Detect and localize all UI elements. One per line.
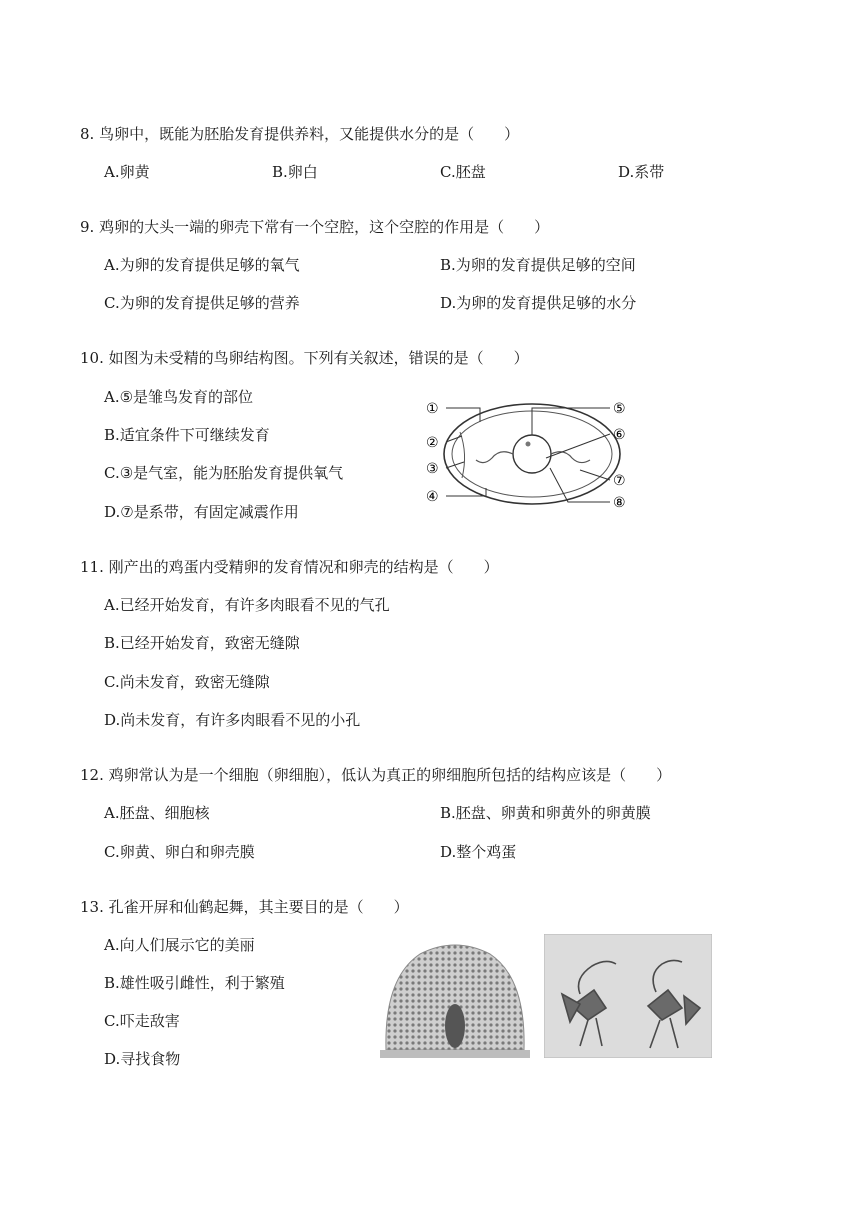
question-12-stem: 12. 鸡卵常认为是一个细胞（卵细胞），低认为真正的卵细胞所包括的结构应该是（ ） <box>80 766 672 784</box>
question-9-option-c: C.为卵的发育提供足够的营养 <box>104 294 300 312</box>
yolk <box>513 435 551 473</box>
egg-structure-diagram <box>420 392 640 516</box>
label-6: ⑥ <box>613 427 626 443</box>
question-10-option-a: A.⑤是雏鸟发育的部位 <box>104 388 254 406</box>
label-4: ④ <box>426 489 439 505</box>
question-12-option-c: C.卵黄、卵白和卵壳膜 <box>104 843 255 861</box>
question-9-option-b: B.为卵的发育提供足够的空间 <box>440 256 636 274</box>
label-8: ⑧ <box>613 495 626 511</box>
question-11-option-a: A.已经开始发育，有许多肉眼看不见的气孔 <box>104 596 390 614</box>
question-13-stem: 13. 孔雀开屏和仙鹤起舞，其主要目的是（ ） <box>80 898 409 916</box>
question-10-option-c: C.③是气室，能为胚胎发育提供氧气 <box>104 464 344 482</box>
question-9-option-d: D.为卵的发育提供足够的水分 <box>440 294 637 312</box>
question-11-stem: 11. 刚产出的鸡蛋内受精卵的发育情况和卵壳的结构是（ ） <box>80 558 499 576</box>
question-10-option-d: D.⑦是系带，有固定减震作用 <box>104 503 299 521</box>
germinal-disc <box>526 442 531 447</box>
label-7: ⑦ <box>613 473 626 489</box>
question-8-option-c: C.胚盘 <box>440 163 486 181</box>
question-8-option-a: A.卵黄 <box>104 163 150 181</box>
question-13-option-c: C.吓走敌害 <box>104 1012 180 1030</box>
chalaza-left <box>476 452 513 463</box>
question-8-stem: 8. 鸟卵中，既能为胚胎发育提供养料，又能提供水分的是（ ） <box>80 125 520 143</box>
label-2: ② <box>426 435 439 451</box>
question-12-option-b: B.胚盘、卵黄和卵黄外的卵黄膜 <box>440 804 651 822</box>
question-13-option-a: A.向人们展示它的美丽 <box>104 936 255 954</box>
question-11-option-b: B.已经开始发育，致密无缝隙 <box>104 634 300 652</box>
cranes-photo-background <box>544 934 712 1058</box>
question-8-option-d: D.系带 <box>618 163 665 181</box>
question-12-option-a: A.胚盘、细胞核 <box>104 804 210 822</box>
label-1: ① <box>426 401 439 417</box>
question-12-option-d: D.整个鸡蛋 <box>440 843 517 861</box>
question-11-option-c: C.尚未发育，致密无缝隙 <box>104 673 270 691</box>
question-13-option-b: B.雄性吸引雌性，利于繁殖 <box>104 974 285 992</box>
leader-1 <box>446 408 480 422</box>
peacock-ground <box>380 1050 530 1058</box>
question-10-stem: 10. 如图为未受精的鸟卵结构图。下列有关叙述，错误的是（ ） <box>80 349 529 367</box>
question-11-option-d: D.尚未发育，有许多肉眼看不见的小孔 <box>104 711 361 729</box>
question-9-stem: 9. 鸡卵的大头一端的卵壳下常有一个空腔，这个空腔的作用是（ ） <box>80 218 550 236</box>
question-13-option-d: D.寻找食物 <box>104 1050 181 1068</box>
question-8-option-b: B.卵白 <box>272 163 318 181</box>
dancing-cranes-image <box>544 934 712 1058</box>
question-9-option-a: A.为卵的发育提供足够的氧气 <box>104 256 300 274</box>
peacock-body <box>445 1004 465 1048</box>
chalaza-right <box>551 452 590 463</box>
label-3: ③ <box>426 461 439 477</box>
peacock-image <box>380 938 530 1058</box>
air-cell <box>460 432 465 478</box>
leader-6 <box>546 434 610 458</box>
question-10-option-b: B.适宜条件下可继续发育 <box>104 426 270 444</box>
label-5: ⑤ <box>613 401 626 417</box>
